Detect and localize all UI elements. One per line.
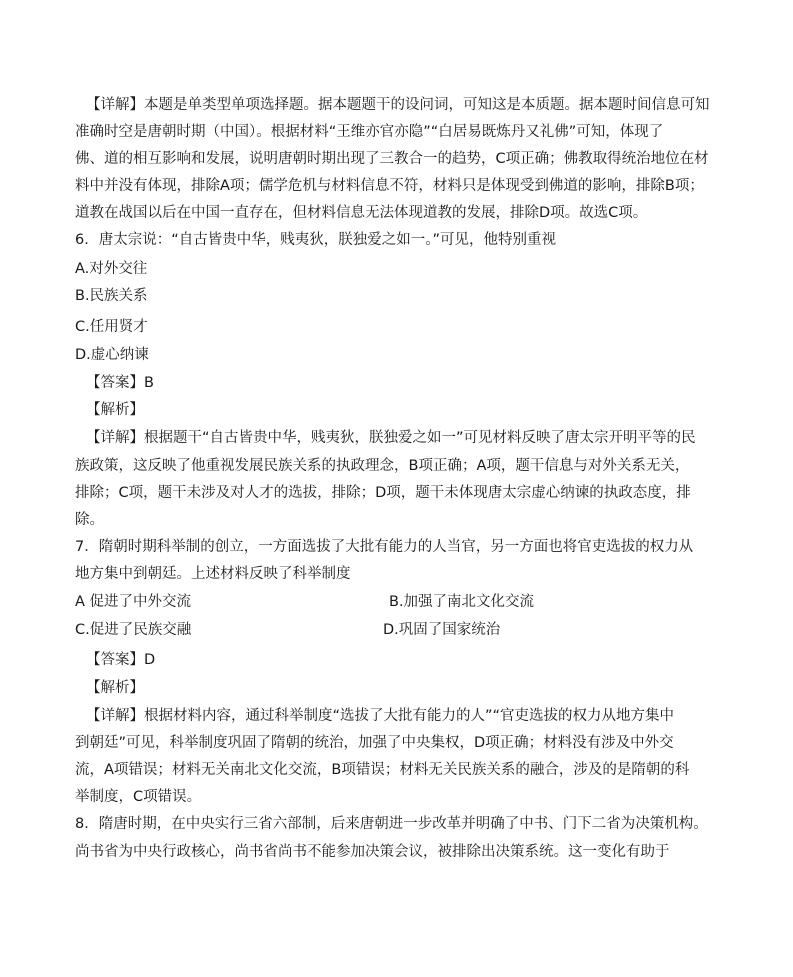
q7-option-b: B.加强了南北文化交流 (389, 594, 535, 610)
q7-analysis-label: 【解析】 (86, 680, 144, 696)
q6-detail-line-2: 族政策，这反映了他重视发展民族关系的执政理念，B项正确；A项，题干信息与对外关系无关， (75, 458, 690, 474)
q6-stem: 6．唐太宗说：“自古皆贵中华，贱夷狄，朕独爱之如一。”可见，他特别重视 (75, 232, 556, 248)
q6-analysis-label: 【解析】 (86, 402, 144, 418)
q5-detail-line-4: 料中并没有体现，排除A项；儒学危机与材料信息不符，材料只是体现受到佛道的影响，排除B项； (75, 178, 704, 194)
q7-answer: 【答案】D (86, 652, 156, 668)
q7-detail-line-1: 【详解】根据材料内容，通过科举制度“选拔了大批有能力的人”“官吏选拔的权力从地方集中 (86, 708, 675, 724)
q6-option-c: C.任用贤才 (75, 319, 148, 335)
q7-stem-line-2: 地方集中到朝廷。上述材料反映了科举制度 (75, 566, 351, 582)
q5-detail-line-5: 道教在战国以后在中国一直存在，但材料信息无法体现道教的发展，排除D项。故选C项。 (75, 205, 648, 221)
q5-detail-line-2: 准确时空是唐朝时期（中国）。根据材料“王维亦官亦隐”“白居易既炼丹又礼佛”可知，体现了 (75, 124, 664, 140)
q6-detail-line-1: 【详解】根据题干“自古皆贵中华，贱夷狄，朕独爱之如一”可见材料反映了唐太宗开明平等的民 (86, 430, 696, 446)
q7-option-c: C.促进了民族交融 (75, 622, 192, 638)
q7-option-d: D.巩固了国家统治 (383, 622, 501, 638)
q6-option-b: B.民族关系 (75, 288, 148, 304)
q7-detail-line-3: 流，A项错误；材料无关南北文化交流，B项错误；材料无关民族关系的融合，涉及的是隋朝的科 (75, 762, 690, 778)
q8-stem-line-1: 8．隋唐时期，在中央实行三省六部制，后来唐朝进一步改革并明确了中书、门下二省为决策机构。 (75, 816, 708, 832)
q8-stem-line-2: 尚书省为中央行政核心，尚书省尚书不能参加决策会议，被排除出决策系统。这一变化有助于 (75, 844, 670, 860)
q6-option-a: A.对外交往 (75, 261, 148, 277)
q5-detail-line-3: 佛、道的相互影响和发展，说明唐朝时期出现了三教合一的趋势，C项正确；佛教取得统治地位在材 (75, 151, 709, 167)
q6-detail-line-4: 除。 (75, 512, 104, 528)
q7-detail-line-4: 举制度，C项错误。 (75, 789, 202, 805)
q6-option-d: D.虚心纳谏 (75, 347, 149, 363)
q6-detail-line-3: 排除；C项，题干未涉及对人才的选拔，排除；D项，题干未体现唐太宗虚心纳谏的执政态度，排 (75, 485, 691, 501)
q7-option-a: A 促进了中外交流 (75, 594, 192, 610)
q5-detail-line-1: 【详解】本题是单类型单项选择题。据本题题干的设问词，可知这是本质题。据本题时间信息可知 (86, 97, 710, 113)
q7-detail-line-2: 到朝廷”可见，科举制度巩固了隋朝的统治，加强了中央集权，D项正确；材料没有涉及中外交 (75, 735, 674, 751)
q7-stem-line-1: 7．隋朝时期科举制的创立，一方面选拔了大批有能力的人当官，另一方面也将官吏选拔的权力从 (75, 539, 694, 555)
q6-answer: 【答案】B (86, 375, 154, 391)
